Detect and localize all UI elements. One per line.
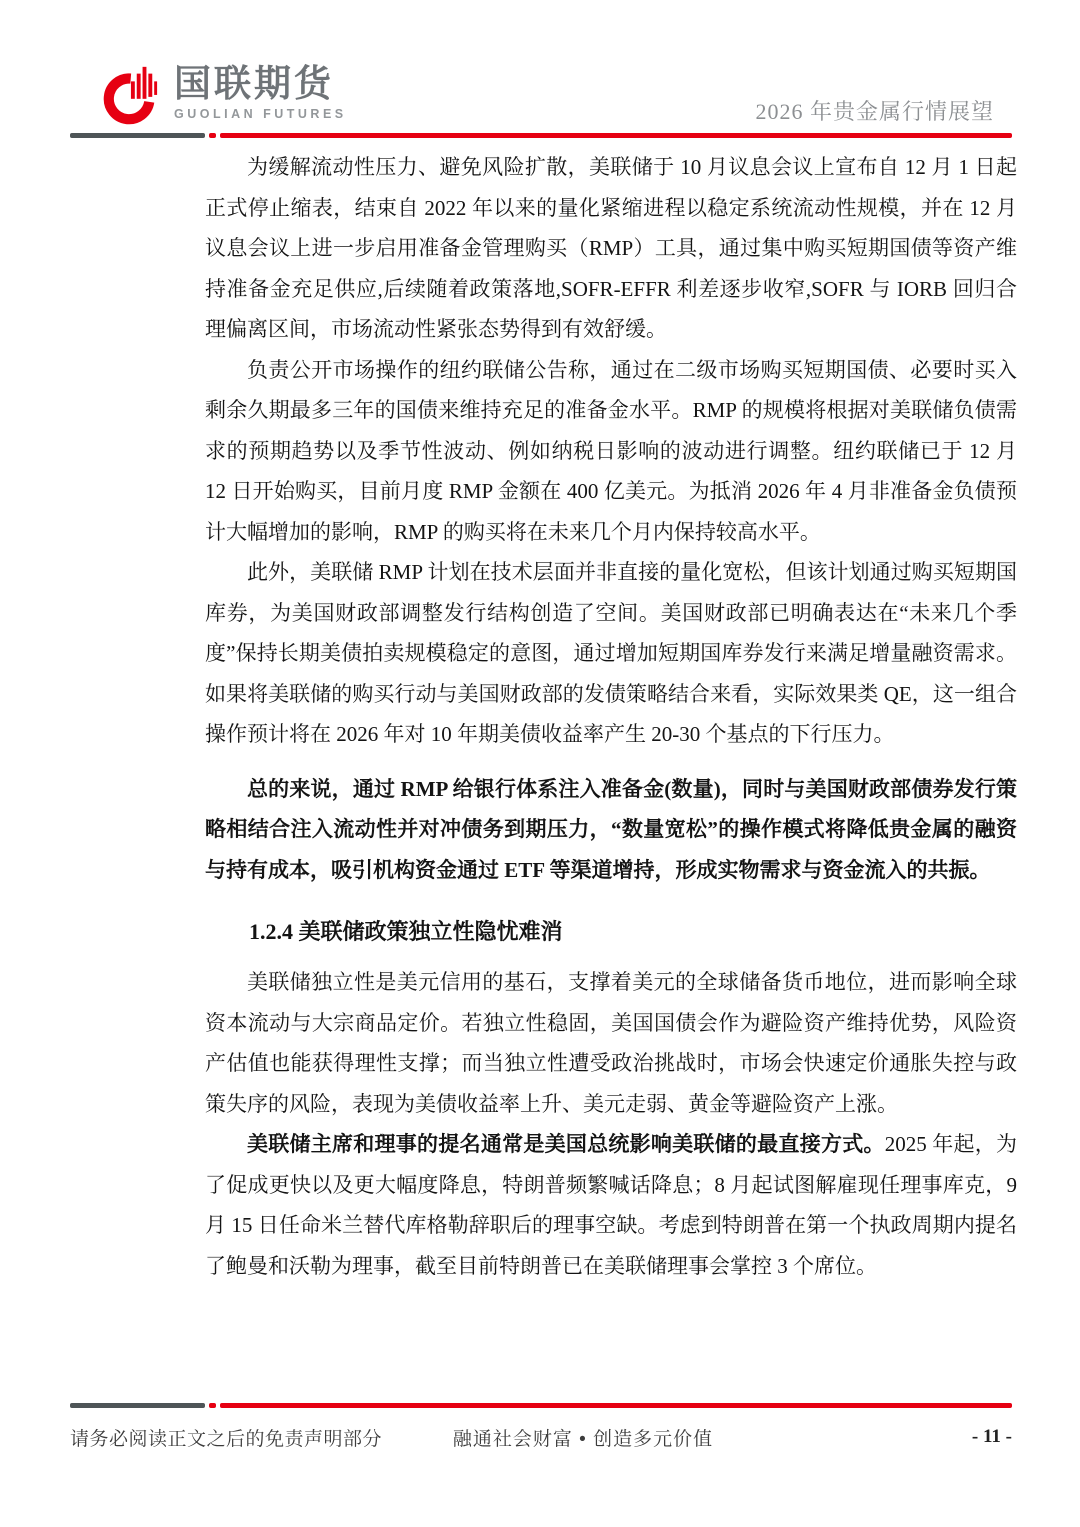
footer-divider	[70, 1403, 1012, 1408]
footer-slogan: 融通社会财富 • 创造多元价值	[452, 1428, 714, 1450]
paragraph-6-lead-bold: 美联储主席和理事的提名通常是美国总统影响美联储的最直接方式。	[247, 1132, 885, 1156]
divider-red-segment	[220, 133, 1012, 138]
report-title: 2026 年贵金属行情展望	[755, 99, 994, 124]
divider-red-segment	[220, 1403, 1012, 1408]
footer-page-number: - 11 -	[971, 1426, 1012, 1447]
divider-red-dot	[209, 1403, 216, 1408]
paragraph-5: 美联储独立性是美元信用的基石，支撑着美元的全球储备货币地位，进而影响全球资本流动与大宗商品定价。若独立性稳固，美国国债会作为避险资产维持优势，风险资产估值也能获得理性支撑；而当独立性遭受政治挑战时，市场会快速定价通胀失控与政策失序的风险，表现为美债收益率上升、美元走弱、黄金等避险资产上涨。	[205, 970, 1017, 1116]
divider-dark-segment	[70, 133, 205, 138]
paragraph-3: 此外，美联储 RMP 计划在技术层面并非直接的量化宽松，但该计划通过购买短期国库券，为美国财政部调整发行结构创造了空间。美国财政部已明确表达在“未来几个季度”保持长期美债拍卖规模稳定的意图，通过增加短期国库券发行来满足增量融资需求。如果将美联储的购买行动与美国财政部的发债策略结合来看，实际效果类 QE，这一组合操作预计将在 2026 年对 10 年期美债收益率产生 20-30 个基点的下行压力。	[205, 560, 1017, 746]
section-heading-1-2-4: 1.2.4 美联储政策独立性隐忧难消	[249, 919, 563, 944]
divider-red-dot	[209, 133, 216, 138]
footer-disclaimer: 请务必阅读正文之后的免责声明部分	[70, 1428, 383, 1450]
paragraph-2: 负责公开市场操作的纽约联储公告称，通过在二级市场购买短期国债、必要时买入剩余久期最多三年的国债来维持充足的准备金水平。RMP 的规模将根据对美联储负债需求的预期趋势以及季节性波动、例如纳税日影响的波动进行调整。纽约联储已于 12 月 12 日开始购买，目前月度 RMP 金额在 400 亿美元。为抵消 2026 年 4 月非准备金负债预计大幅增加的影响，RMP 的购买将在未来几个月内保持较高水平。	[205, 357, 1017, 544]
logo-name-en: GUOLIAN FUTURES	[174, 107, 347, 122]
paragraph-1: 为缓解流动性压力、避免风险扩散，美联储于 10 月议息会议上宣布自 12 月 1 日起正式停止缩表，结束自 2022 年以来的量化紧缩进程以稳定系统流动性规模，并在 12 月议息会议上进一步启用准备金管理购买（RMP）工具，通过集中购买短期国债等资产维持准备金充足供应,后续随着政策落地,SOFR-EFFR 利差逐步收窄,SOFR 与 IORB 回归合理偏离区间，市场流动性紧张态势得到有效舒缓。	[205, 155, 1017, 341]
guolian-logo-icon	[98, 60, 160, 126]
page-footer	[70, 1420, 1012, 1454]
paragraph-4-summary-bold: 总的来说，通过 RMP 给银行体系注入准备金(数量)，同时与美国财政部债券发行策略相结合注入流动性并对冲债务到期压力，“数量宽松”的操作模式将降低贵金属的融资与持有成本，吸引机构资金通过 ETF 等渠道增持，形成实物需求与资金流入的共振。	[205, 776, 1017, 882]
divider-dark-segment	[70, 1403, 205, 1408]
page-header	[70, 58, 1012, 132]
guolian-futures-logo	[98, 60, 347, 126]
logo-wordmark	[174, 65, 347, 121]
logo-name-cn: 国联期货	[174, 63, 334, 105]
header-divider	[70, 133, 1012, 138]
paragraph-6	[205, 1124, 1017, 1286]
document-body	[205, 147, 1017, 1286]
paragraph-6-rest: 2025 年起，为了促成更快以及更大幅度降息，特朗普频繁喊话降息；8 月起试图解雇现任理事库克，9 月 15 日任命米兰替代库格勒辞职后的理事空缺。考虑到特朗普在第一个执政周期内提名了鲍曼和沃勒为理事，截至目前特朗普已在美联储理事会掌控 3 个席位。	[205, 1132, 1017, 1278]
